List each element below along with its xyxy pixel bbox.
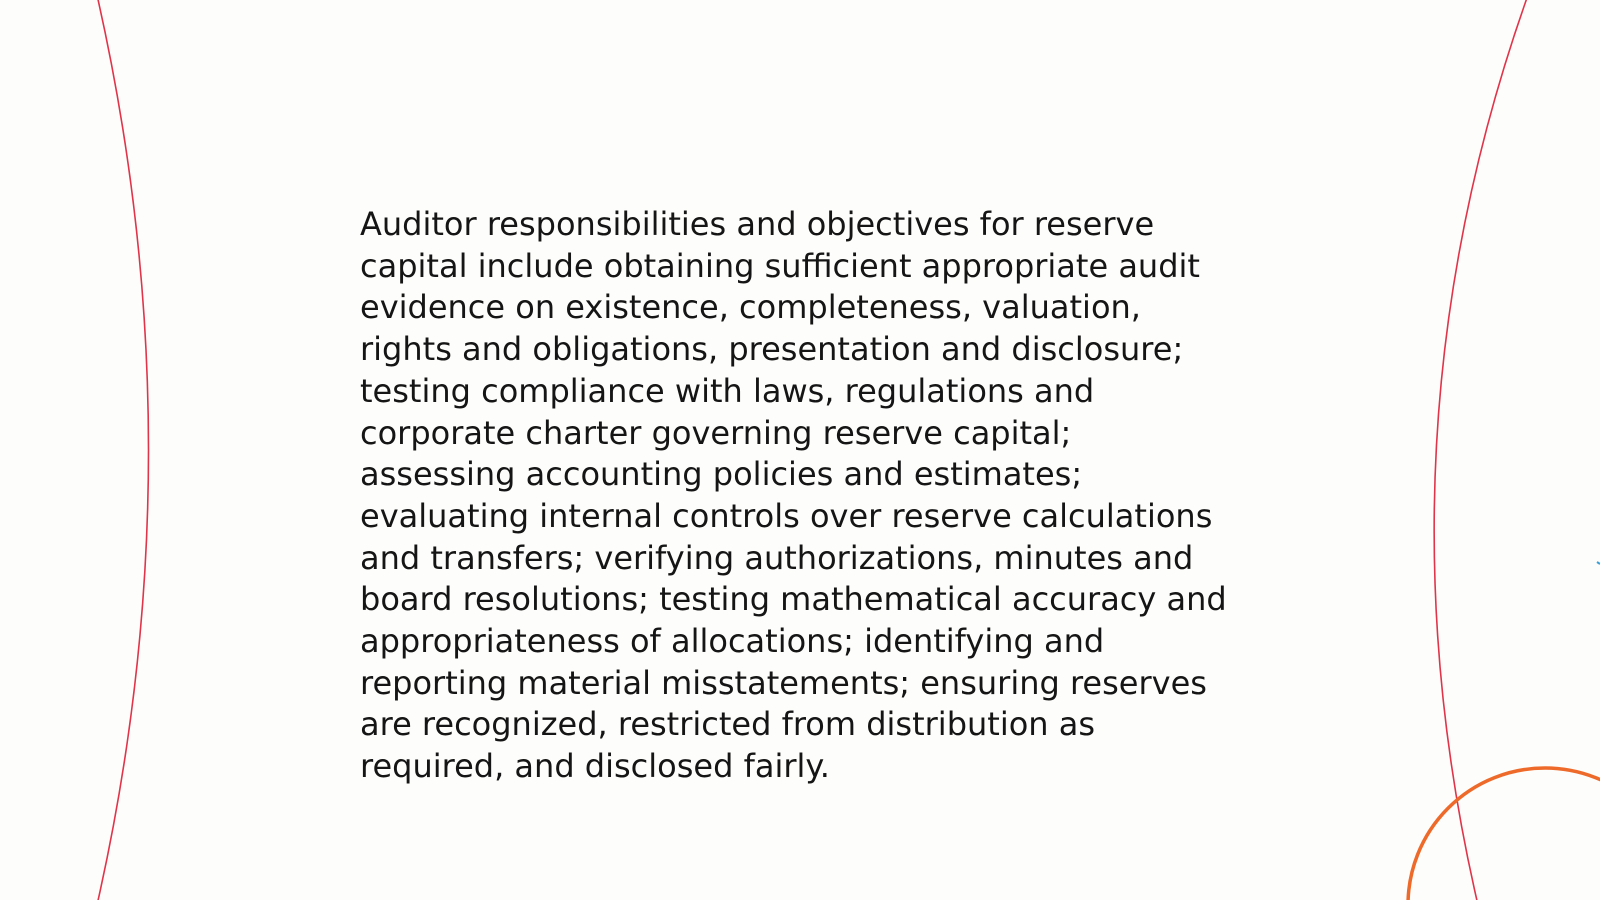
orange-arc [1408,768,1600,900]
left-curve-line [97,0,149,900]
right-curve-line [1434,0,1528,900]
body-text: Auditor responsibilities and objectives for reserve capital include obtaining sufficient appropriate audit evidence on existence, completeness, valuation, rights and obligations, presentation and disclosure; testing compliance with laws, regulations and corporate charter governing reserve capital; assessing accounting policies and estimates; evaluating internal controls over reserve calculations and transfers; verifying authorizations, minutes and board resolutions; testing mathematical accuracy and appropriateness of allocations; identifying and reporting material misstatements; ensuring reserves are recognized, restricted from distribution as required, and disclosed fairly. [360,205,1227,786]
